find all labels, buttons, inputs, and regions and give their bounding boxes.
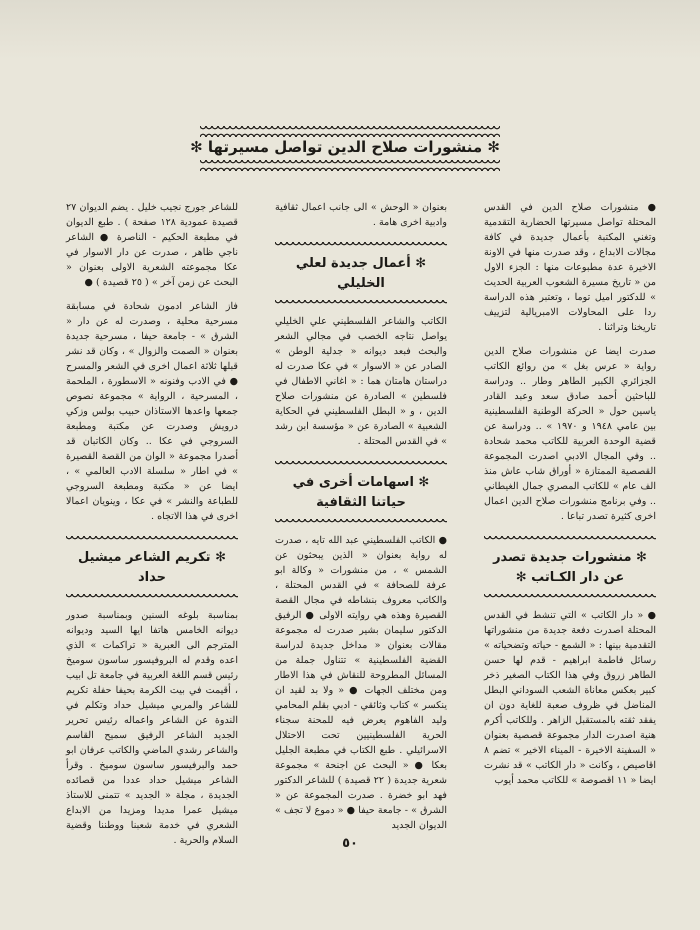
- column-middle: [275, 200, 447, 842]
- section-title-text: ✻ أعمال جديدة لعلي الخليلي: [295, 256, 427, 291]
- title-bottom-ornament: [200, 160, 500, 166]
- section-ali-khalili: [275, 254, 447, 294]
- section-title: [275, 473, 447, 513]
- paragraph: ● الكاتب الفلسطيني عبد الله تايه ، صدرت له رواية بعنوان « الذين يبحثون عن الشمس » ، من منشورات « وكالة ابو عرفة للصحافة » في القدس المحتلة ، والكاتب معروف بنشاطه في مجال القصة القصيرة وهذه هي روايته الاولى ● الرفيق الدكتور سليمان بشير صدرت له مجموعة مقالات بعنوان « مداخل جديدة لدراسة القضية الفلسطينية » تتناول جملة من المسائل المطروحة للنقاش في هذا الاطار ومن مختلف الجهات ● « ولا بد لقيد ان ينكسر » كتاب وثائقي - ادبي بقلم المحامي وليد الفاهوم يعرض فيه للمحنة سجناء الحرية الفلسطينيين تحت الاحتلال الاسرائيلي . طبع الكتاب في مطبعة الجليل بعكا ● « البحث عن اجنحة » مجموعة شعرية جديدة ( ٢٢ قصيدة ) للشاعر الدكتور فهد ابو خضرة . صدرت المجموعة عن « الشرق » - جامعة حيفا ● « دموع لا تجف » الديوان الجديد: [275, 535, 447, 831]
- title-top-ornament: [200, 126, 500, 132]
- section-title-text: ✻ منشورات جديدة تصدر عن دار الكـاتب ✻: [493, 550, 647, 585]
- paragraph: فاز الشاعر ادمون شحادة في مسابقة مسرحية محلية ، وصدرت له عن دار « الشرق » - جامعة حيفا ، مسرحية جديدة بعنوان « الصمت والزوال » ، وكان قد نشر قبلها ثلاثة اعمال اخرى في الشعر والمسرح ● في الادب وفنونه « الاسطورة ، الملحمة ، المسرحية ، الرواية » مجموعة نصوص جمعها واعدها الاستاذان حبيب بولس وزكي درويش وصدرت عن مكتبة ومطبعة السروجي في عكا .. وكان الكاتبان قد أصدرا مجموعة « الوان من القصة القصيرة » في اطار « سلسلة الادب العالمي » ، ايضا عن « مكتبة ومطبعة السروجي للطباعة والنشر » في عكا ، وينويان اعمالا اخرى في هذا الاتجاه .: [66, 301, 238, 522]
- wave-ornament: [275, 461, 447, 467]
- paragraph: للشاعر جورج نجيب خليل . يضم الديوان ٢٧ قصيدة عمودية ١٢٨ صفحة ) . طبع الديوان في مطبعة الحكيم - الناصرة ● الشاعر ناجي ظاهر ، صدرت عن دار الاسوار في عكا مجموعته الشعرية الاولى بعنوان « البحث عن زمن آخر » ( ٢٥ قصيدة ) ●: [66, 202, 238, 288]
- section-michel-haddad: [66, 548, 238, 588]
- paragraph: الكاتب والشاعر الفلسطيني علي الخليلي يواصل نتاجه الخصب في مجالي الشعر والبحث فبعد ديوانه « جدلية الوطن » الصادر عن « الاسوار » في عكا صدرت له دراستان هامتان هما : « اغاني الاطفال في فلسطين » الصادرة عن منشورات صلاح الدين ، و « البطل الفلسطيني في الحكاية الشعبية » الصادرة عن « مؤسسة ابن رشد » في القدس المحتلة .: [275, 316, 447, 447]
- section-cultural-contributions: [275, 473, 447, 513]
- page-top-shading: [0, 0, 700, 60]
- section-dar-alkatib: [484, 548, 656, 588]
- wave-ornament: [484, 536, 656, 542]
- paragraph: بعنوان « الوحش » الى جانب اعمال ثقافية وادبية اخرى هامة .: [275, 202, 447, 228]
- wave-ornament: [66, 536, 238, 542]
- paragraph: ● « دار الكاتب » التي تنشط في القدس المحتلة اصدرت دفعة جديدة من منشوراتها التقدمية بينها : « الشمع - حياته وتضحياته » رسائل فاطمة ابراهيم - قدم لها حسن الطاهر زروق وفي هذا الكتاب الصغير ذخر كبير بعكس معاناة الشعب السوداني البطل المناضل في ظروف صعبة للغاية دون ان يفقد ثقته بالمستقبل الزاهر . وللكاتب أكرم هنية اصدرت الدار مجموعة قصصية بعنوان « السفينة الاخيرة - الميناء الاخير » تضم ٨ اقاصيص ، وكانت « دار الكاتب » قد نشرت ايضا « ١١ اقصوصة » للكاتب محمد أيوب: [484, 610, 656, 786]
- wave-ornament: [66, 594, 238, 600]
- page-title: ✻ منشورات صلاح الدين تواصل مسيرتها ✻: [190, 138, 500, 156]
- paragraph: صدرت ايضا عن منشورات صلاح الدين رواية « عرس بغل » من روائع الكاتب الجزائري الكبير الطاهر وطار .. ودراسة للباحثين أحمد صادق سعد وعبد القادر ياسين حول « الحركة الوطنية الفلسطينية بين عامي ١٩٤٨ و ١٩٧٠ » .. ودراسة عن قضية الوحدة العربية للكاتب محمد شحادة .. وفي المجال الادبي اصدرت المجموعة القصصية الممتازة « أوراق شاب عاش منذ الف عام » للكاتب المصري جمال الغيطاني .. وفي برنامج منشورات صلاح الدين اعمال اخرى كثيرة تصدر تباعا .: [484, 346, 656, 522]
- column-left: [66, 200, 238, 857]
- paragraph: بمناسبة بلوغه السنين وبمناسبة صدور ديوانه الخامس هاتفا ايها السيد وديوانه المترجم الى العبرية « تراكمات » الذي اعده وقدم له البروفيسور ساسون سوميخ رئيس قسم اللغة العربية في جامعة تل ابيب ، أقيمت في بيت الكرمة بحيفا حفلة تكريم للشاعر والمربي ميشيل حداد وتكلم في الندوة عن الشاعر واعماله رئيس تحرير الجديد الشاعر الرفيق سميح القاسم والشاعر رشدي الماضي والكاتب عرفان ابو حمد والبرفيسور ساسون سوميخ . وقرأ الشاعر ميشيل حداد عددا من قصائده الجديدة ، مجلة « الجديد » تتمنى للاستاذ ميشيل عمرا مديدا ومزيدا من الابداع الشعري في خدمة شعبنا ووطننا وقضية السلام والحرية .: [66, 610, 238, 846]
- column-right: [484, 200, 656, 797]
- wave-ornament: [275, 519, 447, 525]
- page-number: ٥٠: [342, 836, 358, 851]
- section-title: [275, 254, 447, 294]
- wave-ornament: [275, 300, 447, 306]
- wave-ornament: [484, 594, 656, 600]
- section-title-text: ✻ اسهامات أخرى في حياتنا الثقافية: [292, 475, 430, 510]
- section-title: [66, 548, 238, 588]
- paragraph: ● منشورات صلاح الدين في القدس المحتلة تواصل مسيرتها الحضارية التقدمية وتغني المكتبة بأعمال جديدة في كافة مجالات الابداع ، وقد صدرت منها في الاونة الاخيرة عدة مطبوعات منها : الجزء الاول من « تاريخ مسيرة الشعوب العربية الحديث » للدكتور اميل توما ، وتعتبر هذه الدراسة ردا على المحاولات الامبريالية لتزييف تاريخنا وتراثنا .: [484, 202, 656, 333]
- section-title-text: ✻ تكريم الشاعر ميشيل حداد: [78, 550, 226, 585]
- wave-ornament: [275, 242, 447, 248]
- section-title: [484, 548, 656, 588]
